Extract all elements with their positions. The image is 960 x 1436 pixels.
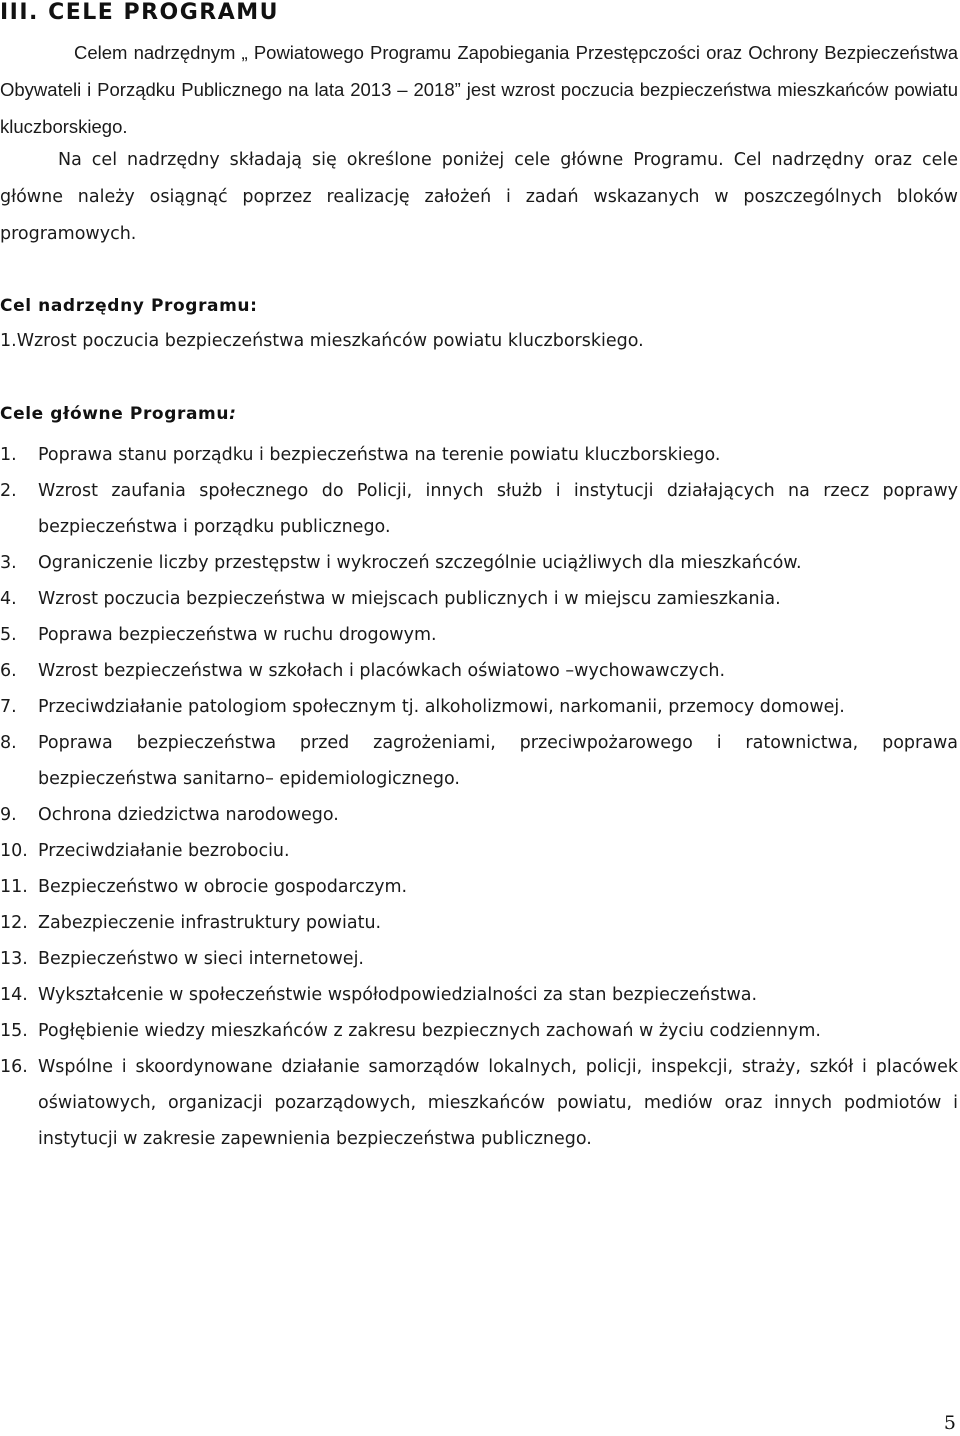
goal-text: Wspólne i skoordynowane działanie samorządów lokalnych, policji, inspekcji, straży, szkół i placówek oświatowych, organizacji pozarządowych, mieszkańców powiatu, mediów oraz innych podmiotów i instytucji w zakresie zapewnienia bezpieczeństwa publicznego.	[38, 1057, 958, 1149]
section-heading: III. CELE PROGRAMU	[0, 0, 280, 25]
intro-paragraph-1: Celem nadrzędnym „ Powiatowego Programu Zapobiegania Przestępczości oraz Ochrony Bezpieczeństwa Obywateli i Porządku Publicznego na lata 2013 – 2018” jest wzrost poczucia bezpieczeństwa mieszkańców powiatu kluczborskiego.	[0, 42, 958, 137]
goal-text: Bezpieczeństwo w sieci internetowej.	[38, 949, 364, 969]
goal-text: Przeciwdziałanie bezrobociu.	[38, 841, 290, 861]
goals-list	[0, 437, 958, 1157]
goal-number: 1.	[0, 445, 17, 465]
goals-heading-text: Cele główne Programu	[0, 404, 230, 424]
goal-number: 7.	[0, 697, 17, 717]
goal-number: 9.	[0, 805, 17, 825]
goal-number: 2.	[0, 481, 17, 501]
goal-item	[0, 977, 958, 1013]
goal-number: 5.	[0, 625, 17, 645]
goal-text: Wzrost poczucia bezpieczeństwa w miejscach publicznych i w miejscu zamieszkania.	[38, 589, 781, 609]
goal-item	[0, 689, 958, 725]
goal-number: 16.	[0, 1057, 28, 1077]
goal-number: 10.	[0, 841, 28, 861]
goal-item	[0, 833, 958, 869]
goal-item	[0, 617, 958, 653]
goal-text: Bezpieczeństwo w obrocie gospodarczym.	[38, 877, 408, 897]
goal-text: Przeciwdziałanie patologiom społecznym tj. alkoholizmowi, narkomanii, przemocy domowej.	[38, 697, 845, 717]
goal-item	[0, 1049, 958, 1157]
goal-item	[0, 437, 958, 473]
goal-text: Poprawa stanu porządku i bezpieczeństwa na terenie powiatu kluczborskiego.	[38, 445, 721, 465]
goal-number: 3.	[0, 553, 17, 573]
goal-number: 15.	[0, 1021, 28, 1041]
goal-text: Ograniczenie liczby przestępstw i wykroczeń szczególnie uciążliwych dla mieszkańców.	[38, 553, 802, 573]
goal-text: Wzrost zaufania społecznego do Policji, innych służb i instytucji działających na rzecz poprawy bezpieczeństwa i porządku publicznego.	[38, 481, 958, 537]
goal-item	[0, 473, 958, 545]
goals-heading-colon: :	[229, 404, 237, 424]
goal-text: Wykształcenie w społeczeństwie współodpowiedzialności za stan bezpieczeństwa.	[38, 985, 758, 1005]
page-number: 5	[943, 1412, 956, 1434]
goal-item	[0, 941, 958, 977]
goal-text: Poprawa bezpieczeństwa przed zagrożeniami, przeciwpożarowego i ratownictwa, poprawa bezpieczeństwa sanitarno– epidemiologicznego.	[38, 733, 958, 789]
main-goal-heading-text: Cel nadrzędny Programu:	[0, 296, 258, 316]
goal-text: Pogłębienie wiedzy mieszkańców z zakresu bezpiecznych zachowań w życiu codziennym.	[38, 1021, 821, 1041]
goal-text: Zabezpieczenie infrastruktury powiatu.	[38, 913, 382, 933]
goal-item	[0, 1013, 958, 1049]
goal-item	[0, 653, 958, 689]
goal-item	[0, 725, 958, 797]
goal-number: 4.	[0, 589, 17, 609]
goals-heading	[0, 404, 236, 424]
goal-number: 12.	[0, 913, 28, 933]
goal-item	[0, 581, 958, 617]
goal-number: 14.	[0, 985, 28, 1005]
goal-item	[0, 869, 958, 905]
goal-text: Wzrost bezpieczeństwa w szkołach i placówkach oświatowo –wychowawczych.	[38, 661, 726, 681]
goal-number: 8.	[0, 733, 17, 753]
goal-item	[0, 545, 958, 581]
goal-text: Poprawa bezpieczeństwa w ruchu drogowym.	[38, 625, 437, 645]
goal-item	[0, 797, 958, 833]
main-goal-text: 1.Wzrost poczucia bezpieczeństwa mieszkańców powiatu kluczborskiego.	[0, 331, 644, 351]
goal-number: 11.	[0, 877, 28, 897]
goal-text: Ochrona dziedzictwa narodowego.	[38, 805, 339, 825]
goal-number: 6.	[0, 661, 17, 681]
goal-item	[0, 905, 958, 941]
main-goal-heading	[0, 296, 258, 316]
goal-number: 13.	[0, 949, 28, 969]
intro-paragraph-2: Na cel nadrzędny składają się określone poniżej cele główne Programu. Cel nadrzędny oraz cele główne należy osiągnąć poprzez realizację założeń i zadań wskazanych w poszczególnych bloków programowych.	[0, 150, 958, 244]
